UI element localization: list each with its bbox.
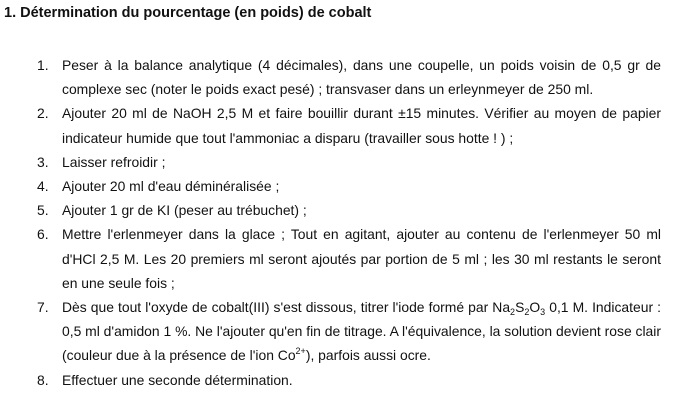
step-text: Laisser refroidir ; [62, 153, 166, 170]
procedure-step [37, 295, 661, 368]
procedure-step [37, 53, 661, 101]
step-number: 7. [37, 299, 49, 316]
step-number: 3. [37, 153, 49, 170]
step-text: Mettre l'erlenmeyer dans la glace ; Tout en agitant, ajouter au contenu de l'erlenmeyer 50 ml d'HCl 2,5 M. Les 20 premiers ml seront ajoutés par portion de 5 ml ; les 30 ml restants le seront en une seule fois ; [62, 226, 661, 291]
step-number: 5. [37, 202, 49, 219]
formula-subscript: 2 [524, 307, 530, 318]
step-text [62, 295, 661, 368]
step-number: 4. [37, 178, 49, 195]
step-text: Peser à la balance analytique (4 décimales), dans une coupelle, un poids voisin de 0,5 gr de complexe sec (noter le poids exact pesé) ; transvaser dans un erleynmeyer de 250 ml. [62, 57, 661, 98]
procedure-step [37, 174, 661, 198]
step-number: 2. [37, 105, 49, 122]
formula-subscript: 3 [540, 307, 546, 318]
section-heading: 1. Détermination du pourcentage (en poids) de cobalt [4, 5, 372, 21]
procedure-step [37, 198, 661, 222]
step-number: 1. [37, 57, 49, 73]
procedure-step [37, 222, 661, 295]
step-text-part: ), parfois aussi ocre. [305, 347, 431, 364]
step-text-part: Dès que tout l'oxyde de cobalt(III) s'est dissous, titrer l'iode formé par [62, 299, 493, 316]
procedure-step [37, 368, 661, 392]
step-text: Ajouter 20 ml d'eau déminéralisée ; [62, 178, 280, 195]
step-text-part: 0,1 M. Indicateur : 0,5 ml d'amidon 1 %. Ne l'ajouter qu'en fin de titrage. A l'équivalence, la solution devient rose clair (couleur due à la présence de l'ion [62, 299, 661, 364]
formula-subscript: 2 [510, 307, 516, 318]
formula-element: S [515, 299, 525, 316]
step-number: 6. [37, 226, 49, 243]
step-text: Ajouter 20 ml de NaOH 2,5 M et faire bouillir durant ±15 minutes. Vérifier au moyen de papier indicateur humide que tout l'ammoniac a disparu (travailler sous hotte ! ) ; [62, 105, 661, 146]
procedure-list [37, 53, 661, 392]
formula-element: Na [492, 299, 511, 316]
ion-charge: 2+ [295, 346, 306, 357]
formula-element: O [529, 299, 541, 316]
step-text: Ajouter 1 gr de KI (peser au trébuchet) ; [62, 202, 307, 219]
cobalt-ion [278, 347, 306, 363]
procedure-step [37, 101, 661, 149]
step-number: 8. [37, 371, 49, 388]
step-text: Effectuer une seconde détermination. [62, 371, 293, 388]
ion-symbol: Co [277, 347, 296, 364]
thiosulfate-formula [492, 299, 546, 318]
procedure-step [37, 150, 661, 174]
